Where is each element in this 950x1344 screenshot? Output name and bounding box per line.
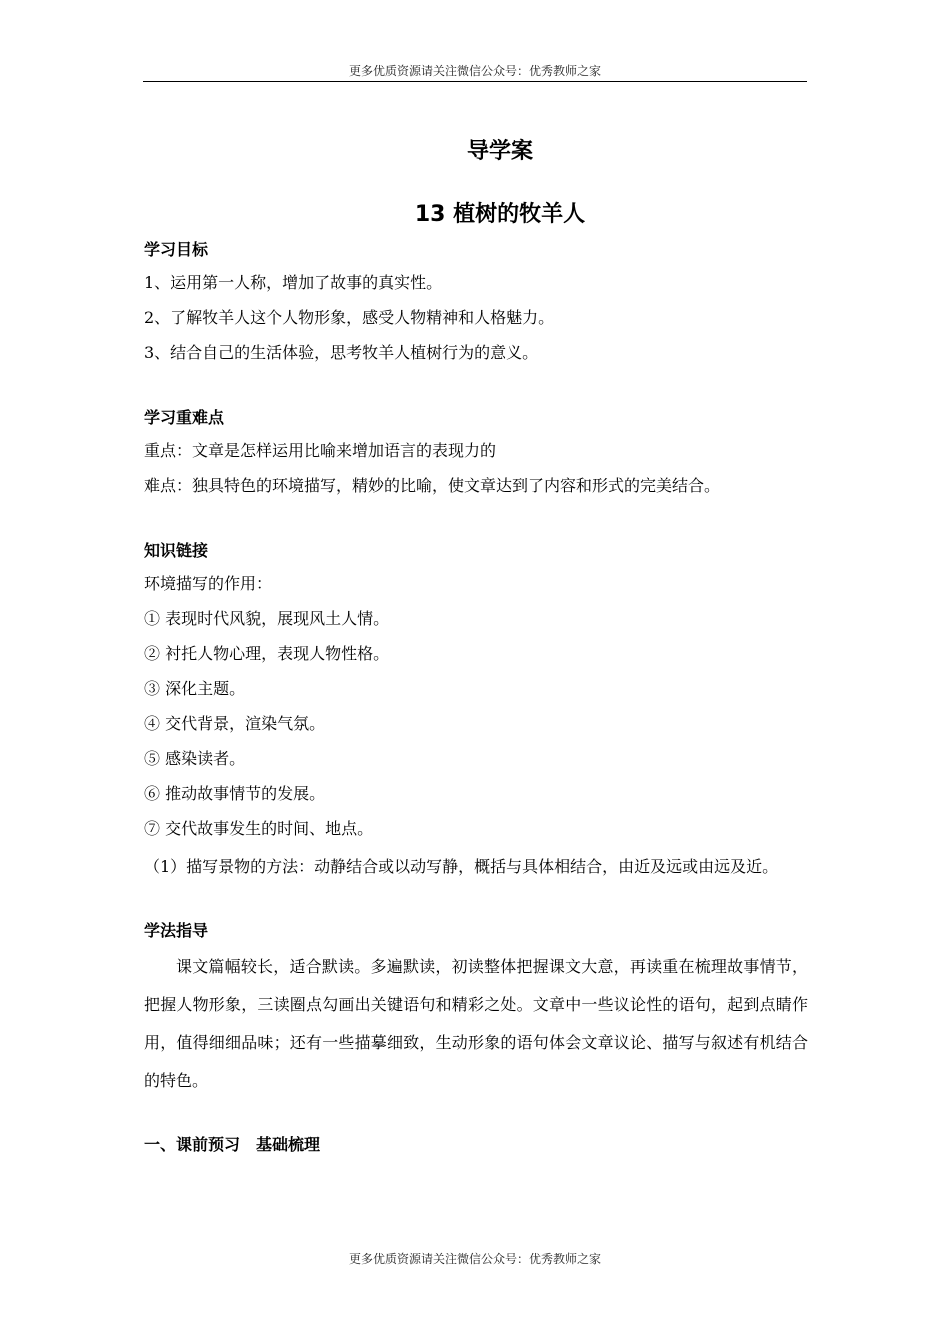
goal-item: 3、结合自己的生活体验，思考牧羊人植树行为的意义。 [144, 343, 539, 362]
doc-title: 导学案 [466, 139, 533, 164]
page-header: 更多优质资源请关注微信公众号：优秀教师之家 [348, 64, 601, 78]
keypoint-item: 重点：文章是怎样运用比喻来增加语言的表现力的 [144, 441, 497, 460]
knowledge-item: ⑦ 交代故事发生的时间、地点。 [144, 819, 374, 838]
keypoint-item: 难点：独具特色的环境描写，精妙的比喻，使文章达到了内容和形式的完美结合。 [144, 476, 721, 495]
goal-item: 1、运用第一人称，增加了故事的真实性。 [144, 273, 443, 292]
knowledge-item: ② 衬托人物心理，表现人物性格。 [144, 644, 390, 663]
page-footer: 更多优质资源请关注微信公众号：优秀教师之家 [348, 1252, 601, 1266]
knowledge-heading: 知识链接 [144, 541, 209, 560]
knowledge-item: ③ 深化主题。 [144, 679, 246, 698]
section1-heading: 一、课前预习 基础梳理 [144, 1135, 321, 1154]
knowledge-item: ① 表现时代风貌，展现风土人情。 [144, 609, 390, 628]
header-rule [143, 81, 807, 82]
knowledge-intro: 环境描写的作用： [144, 574, 273, 593]
knowledge-item: ⑥ 推动故事情节的发展。 [144, 784, 326, 803]
method-heading: 学法指导 [144, 921, 209, 940]
goals-heading: 学习目标 [144, 240, 209, 259]
lesson-title: 13 植树的牧羊人 [414, 202, 586, 227]
knowledge-item: ④ 交代背景，渲染气氛。 [144, 714, 326, 733]
document-body [144, 235, 808, 1160]
knowledge-note: （1）描写景物的方法：动静结合或以动写静，概括与具体相结合，由近及远或由远及近。 [144, 857, 779, 876]
goal-item: 2、了解牧羊人这个人物形象，感受人物精神和人格魅力。 [144, 308, 555, 327]
method-paragraph: 课文篇幅较长，适合默读。多遍默读，初读整体把握课文大意，再读重在梳理故事情节，把握人物形象，三读圈点勾画出关键语句和精彩之处。文章中一些议论性的语句，起到点睛作用，值得细细品味；还有一些描摹细致，生动形象的语句体会文章议论、描写与叙述有机结合的特色。 [144, 957, 808, 1090]
knowledge-item: ⑤ 感染读者。 [144, 749, 246, 768]
keypoints-heading: 学习重难点 [144, 408, 225, 427]
